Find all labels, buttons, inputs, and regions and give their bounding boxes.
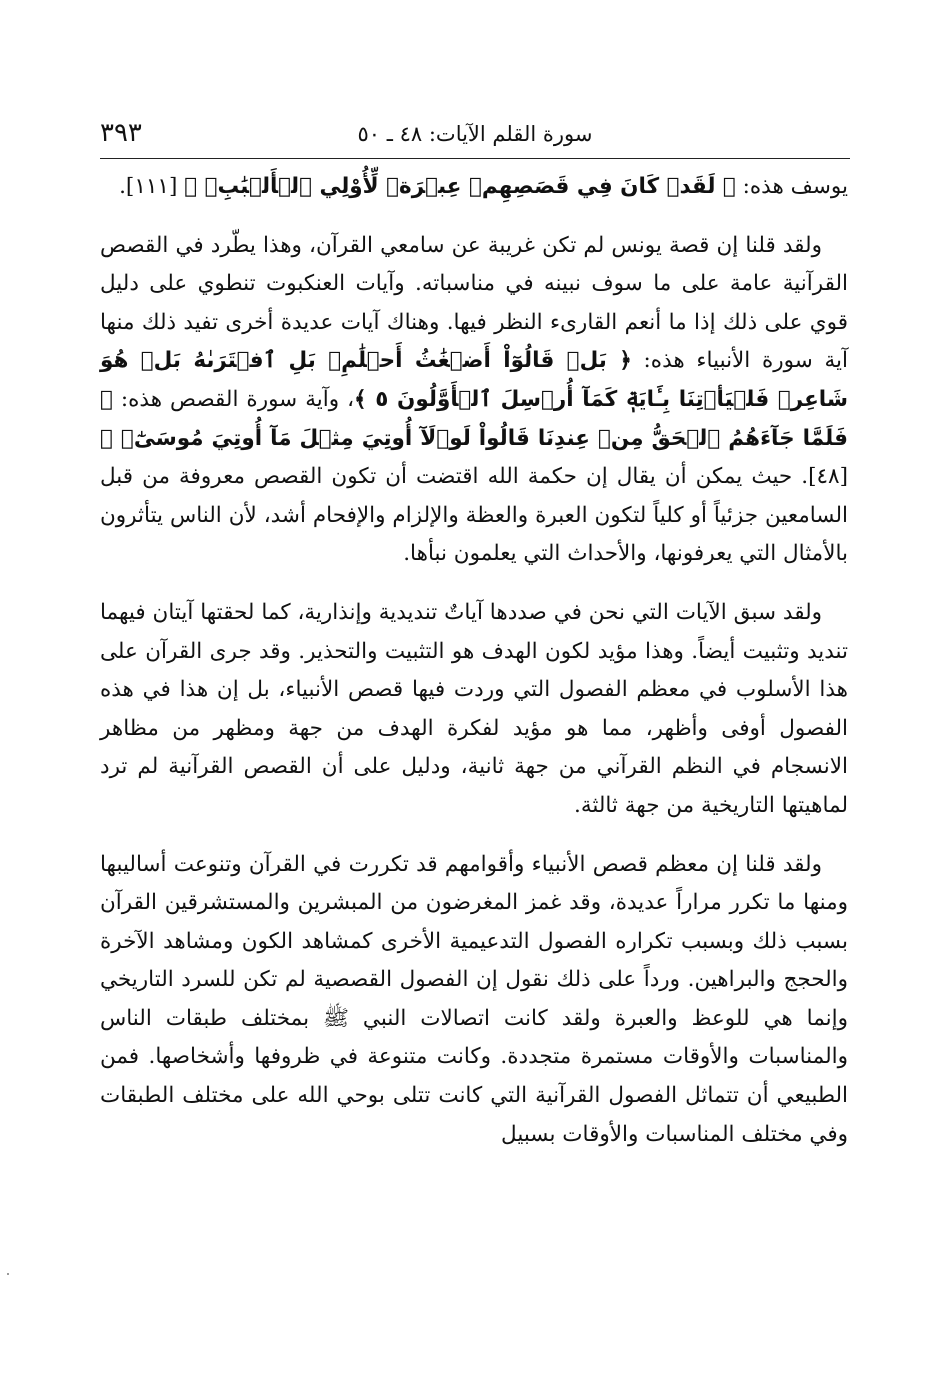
paragraph-3 <box>100 594 848 826</box>
paragraph-1 <box>100 168 848 207</box>
verse-reference: [١١١]. <box>119 174 185 199</box>
page-number: ٣٩٣ <box>100 118 142 148</box>
paragraph-text: ولقد قلنا إن معظم قصص الأنبياء وأقوامهم قد تكررت في القرآن وتنوعت أساليبها ومنها ما تكرر مراراً عديدة، وقد غمز المغرضون من المبشرين والمستشرقين القرآن بسبب ذلك وبسبب تكراره الفصول التدعيمية الأخرى كمشاهد الكون ومشاهد الآخرة والحجج والبراهين. ورداً على ذلك نقول إن الفصول القصصية لم تكن للسرد التاريخي وإنما هي للوعظ والعبرة ولقد كانت اتصالات النبي ﷺ بمختلف طبقات الناس والمناسبات والأوقات مستمرة متجددة. وكانت متنوعة في ظروفها وأشخاصها. فمن الطبيعي أن تتماثل الفصول القرآنية التي كانت تتلى بوحي الله على مختلف الطبقات وفي مختلف المناسبات والأوقات بسبيل <box>100 851 848 1147</box>
paragraph-text: ، وآية سورة القصص هذه: <box>112 386 355 412</box>
quran-verse: ﴿ فَلَمَّا جَآءَهُمُ ٱلۡحَقُّ مِنۡ عِندِنَا قَالُواْ لَوۡلَآ أُوتِيَ مِثۡلَ مَآ أُوتِيَ مُوسَىٰٓۚ ﴾ <box>100 386 848 451</box>
header-rule <box>100 158 850 159</box>
paragraph-2 <box>100 227 848 574</box>
paragraph-text: ولقد قلنا إن قصة يونس لم تكن غريبة عن سامعي القرآن، وهذا يطّرد في القصص القرآنية عامة على ما سوف نبينه في مناسباته. وآيات العنكبوت تنطوي على دليل قوي على ذلك إذا ما أنعم القارىء النظر فيها. وهناك آيات عديدة أخرى تفيد ذلك منها آية سورة الأنبياء هذه: <box>100 232 849 374</box>
paragraph-text: [٤٨]. حيث يمكن أن يقال إن حكمة الله اقتضت أن تكون القصص معروفة من قبل السامعين جزئياً أو كلياً لتكون العبرة والعظة والإلزام والإفحام أشد، لأن الناس يتأثرون بالأمثال التي يعرفونها، والأحداث التي يعلمون نبأها. <box>100 464 848 567</box>
running-header-title: سورة القلم الآيات: ٤٨ ـ ٥٠ <box>357 122 593 146</box>
running-header <box>100 118 850 158</box>
quran-verse: ﴿ لَقَدۡ كَانَ فِي قَصَصِهِمۡ عِبۡرَةٞ لِّأُوْلِي ٱلۡأَلۡبَٰبِۗ ﴾ <box>184 174 736 199</box>
scan-speck <box>7 1273 9 1275</box>
paragraph-4 <box>100 846 848 1155</box>
paragraph-text: ولقد سبق الآيات التي نحن في صددها آياتٌ تنديدية وإنذارية، كما لحقتها آيتان فيهما تنديد وتثبيت أيضاً. وهذا مؤيد لكون الهدف هو التثبيت والتحذير. وقد جرى القرآن على هذا الأسلوب في معظم الفصول التي وردت فيها قصص الأنبياء، بل إن هذا في هذه الفصول أوفى وأظهر، مما هو مؤيد لفكرة الهدف من جهة ومظهر من مظاهر الانسجام في النظم القرآني من جهة ثانية، ودليل على أن القصص القرآنية لم ترد لماهيتها التاريخية من جهة ثالثة. <box>100 599 848 818</box>
quran-verse: ﴿ بَلۡ قَالُوٓاْ أَضۡغَٰثُ أَحۡلَٰمِۭ بَلِ ٱفۡتَرَىٰهُ بَلۡ هُوَ شَاعِرٞ فَلۡيَأۡتِنَا بِـَٔايَةٖ كَمَآ أُرۡسِلَ ٱلۡأَوَّلُونَ ٥ ﴾ <box>100 348 848 412</box>
page-body <box>100 168 848 1154</box>
paragraph-text: يوسف هذه: <box>735 174 848 199</box>
